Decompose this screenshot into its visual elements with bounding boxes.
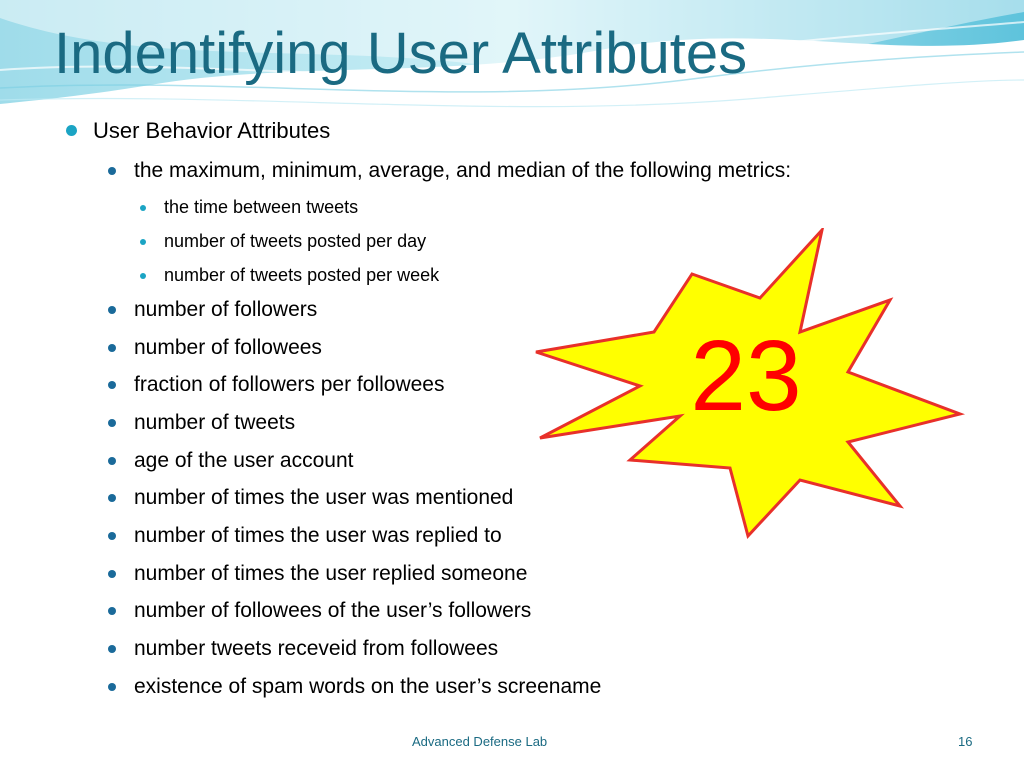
level2-bullet-icon bbox=[108, 532, 116, 540]
level2-bullet-icon bbox=[108, 457, 116, 465]
level2-bullet-icon bbox=[108, 381, 116, 389]
level3-bullet-icon bbox=[140, 239, 146, 245]
level2-item: age of the user account bbox=[134, 449, 354, 472]
level3-item: the time between tweets bbox=[164, 197, 359, 217]
level2-item: number of followees bbox=[134, 336, 322, 359]
level2-item: number of followees of the user’s followers bbox=[134, 599, 532, 622]
level2-bullet-icon bbox=[108, 344, 116, 352]
level2-intro: the maximum, minimum, average, and median of the following metrics: bbox=[134, 159, 792, 182]
level2-item: number of times the user replied someone bbox=[134, 562, 528, 585]
level2-bullet-icon bbox=[108, 570, 116, 578]
level2-item: number of times the user was replied to bbox=[134, 524, 502, 547]
level2-bullet-icon bbox=[108, 306, 116, 314]
level2-item: number tweets receveid from followees bbox=[134, 637, 499, 660]
level2-item: existence of spam words on the user’s screename bbox=[134, 675, 602, 698]
level1-bullet-icon bbox=[66, 125, 77, 136]
level3-item: number of tweets posted per week bbox=[164, 265, 440, 285]
level3-bullet-icon bbox=[140, 273, 146, 279]
level2-item: number of tweets bbox=[134, 411, 296, 434]
slide-title: Indentifying User Attributes bbox=[54, 21, 748, 86]
starburst-badge bbox=[530, 228, 970, 540]
level2-bullet-icon bbox=[108, 683, 116, 691]
level3-item: number of tweets posted per day bbox=[164, 231, 427, 251]
level2-bullet-icon bbox=[108, 167, 116, 175]
level2-bullet-icon bbox=[108, 607, 116, 615]
level2-bullet-icon bbox=[108, 494, 116, 502]
level2-item: fraction of followers per followees bbox=[134, 373, 445, 396]
level1-item: User Behavior Attributes bbox=[93, 118, 331, 143]
footer-label: Advanced Defense Lab bbox=[412, 734, 548, 749]
level2-item: number of times the user was mentioned bbox=[134, 486, 514, 509]
level2-item: number of followers bbox=[134, 298, 318, 321]
level2-bullet-icon bbox=[108, 645, 116, 653]
level2-bullet-icon bbox=[108, 419, 116, 427]
page-number: 16 bbox=[958, 734, 973, 749]
level3-bullet-icon bbox=[140, 205, 146, 211]
starburst-number: 23 bbox=[690, 320, 802, 432]
